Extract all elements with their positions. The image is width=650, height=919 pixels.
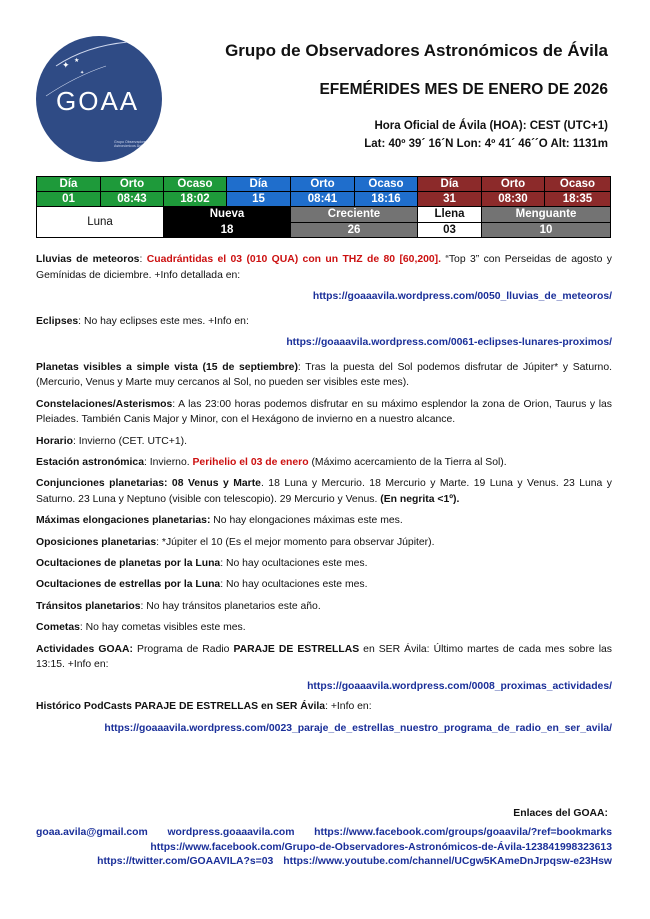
ephemeris-content [36, 252, 612, 745]
star-occultations-label: Ocultaciones de estrellas por la Luna [36, 579, 221, 591]
activities-link[interactable]: https://goaaavila.wordpress.com/0008_proximas_actividades/ [307, 680, 612, 692]
svg-text:✦: ✦ [80, 70, 85, 76]
podcasts-section [36, 699, 612, 715]
coordinates: Lat: 40º 39´ 16´N Lon: 4º 41´ 46´´O Alt: 1131m [364, 138, 608, 150]
phase-new-day: 18 [164, 222, 291, 238]
facebook-page-link[interactable]: https://www.facebook.com/Grupo-de-Observadores-Astronómicos-de-Ávila-123841998323613 [150, 841, 612, 853]
comets-section [36, 620, 612, 636]
header-sunrise-2: Orto [291, 177, 355, 192]
oppositions-section [36, 535, 612, 551]
svg-text:✦: ✦ [62, 60, 70, 70]
official-time: Hora Oficial de Ávila (HOA): CEST (UTC+1) [374, 120, 608, 132]
meteor-text: “Top 3” con Perseidas de agosto y Gemínidas de diciembre. +Info detallada en: [36, 254, 612, 281]
table-row [37, 192, 611, 207]
wordpress-link[interactable]: wordpress.goaaavila.com [167, 827, 295, 838]
planets-text: : Tras la puesta del Sol podemos disfrutar de Júpiter* y Saturno. (Mercurio, Venus y Marte muy cercanos al Sol, no pueden ser visibles este mes). [36, 361, 612, 389]
season-text-2: (Máximo acercamiento de la Tierra al Sol). [308, 456, 507, 468]
meteor-link[interactable]: https://goaaavila.wordpress.com/0050_lluvias_de_meteoros/ [312, 290, 612, 302]
phase-last-quarter: Menguante [482, 207, 611, 223]
planet-occultations-text: : No hay ocultaciones este mes. [220, 558, 368, 570]
sunset-2: 18:16 [355, 192, 418, 207]
activities-text: Programa de Radio [133, 643, 234, 655]
conjunctions-text: . 18 Luna y Mercurio. 18 Mercurio y Marte. 19 Luna y Venus. 23 Luna y Saturno. 23 Luna y Neptuno (visible con telescopio). 29 Mercurio y Venus. [36, 478, 612, 505]
elongations-text: No hay elongaciones máximas este mes. [210, 515, 403, 527]
transits-section [36, 599, 612, 615]
schedule-section [36, 434, 612, 450]
podcasts-text: : +Info en: [325, 701, 372, 713]
schedule-label: Horario [36, 435, 73, 447]
conjunctions-label: Conjunciones planetarias: 08 Venus y Marte [36, 478, 261, 490]
moon-label: Luna [37, 207, 164, 238]
conjunctions-section [36, 476, 612, 507]
phase-first-quarter: Creciente [291, 207, 418, 223]
header-sunrise-3: Orto [482, 177, 545, 192]
table-row [37, 177, 611, 192]
header-sunset-3: Ocaso [545, 177, 611, 192]
day-3: 31 [418, 192, 482, 207]
svg-text:★: ★ [74, 58, 80, 64]
goaa-logo [36, 36, 162, 162]
logo-text: GOAA [56, 86, 140, 116]
constellations-text: : A las 23:00 horas podemos disfrutar en su máximo esplendor la zona de Orion, Taurus y las Pleiades. También Canis Major y Minor, con el Hexágono de invierno en a nuestro alcance. [36, 398, 612, 426]
moon-phases-row [37, 207, 611, 223]
elongations-section [36, 513, 612, 529]
conjunctions-note: (En negrita <1º). [380, 493, 460, 505]
phase-full: Llena [418, 207, 482, 223]
season-text: : Invierno. [143, 456, 193, 468]
eclipse-section [36, 314, 612, 330]
sunrise-2: 08:41 [291, 192, 355, 207]
activities-label: Actividades GOAA: [36, 643, 133, 655]
header-sunset-2: Ocaso [355, 177, 418, 192]
oppositions-text: : *Júpiter el 10 (Es el mejor momento para observar Júpiter). [156, 536, 435, 548]
comets-label: Cometas [36, 622, 80, 634]
phase-full-day: 03 [418, 222, 482, 238]
podcasts-link[interactable]: https://goaaavila.wordpress.com/0023_paraje_de_estrellas_nuestro_programa_de_radio_en_ser_avila/ [104, 722, 612, 734]
planet-occultations-label: Ocultaciones de planetas por la Luna [36, 558, 221, 570]
footer-links [36, 826, 612, 870]
comets-text: : No hay cometas visibles este mes. [79, 622, 246, 634]
season-section [36, 455, 612, 471]
radio-program-name: PARAJE DE ESTRELLAS [233, 643, 360, 655]
meteor-highlight: Cuadrántidas el 03 (010 QUA) con un THZ de 80 [60,200]. [146, 254, 442, 265]
oppositions-label: Oposiciones planetarias [36, 536, 157, 548]
planets-section [36, 360, 612, 391]
day-2: 15 [227, 192, 291, 207]
header-sunrise-1: Orto [101, 177, 164, 192]
page-title: EFEMÉRIDES MES DE ENERO DE 2026 [319, 81, 608, 98]
organization-name: Grupo de Observadores Astronómicos de Ávila [225, 41, 608, 60]
youtube-link[interactable]: https://www.youtube.com/channel/UCgw5KAmeDnJrpqsw-e23Hsw [283, 856, 612, 867]
perihelion-highlight: Perihelio el 03 de enero [192, 456, 309, 468]
transits-text: : No hay tránsitos planetarios este año. [140, 600, 321, 612]
podcasts-label: Histórico PodCasts PARAJE DE ESTRELLAS en SER Ávila [36, 701, 326, 713]
meteor-section: Lluvias de meteoros: Cuadrántidas el 03 (010 QUA) con un THZ de 80 [60,200]. “Top 3” con Perseidas de agosto y Gemínidas de diciembre. +Info detallada en: [36, 254, 612, 281]
constellations-label: Constelaciones/Asterismos [36, 398, 173, 410]
eclipse-label: Eclipses [36, 315, 79, 327]
planets-label: Planetas visibles a simple vista (15 de septiembre) [36, 361, 298, 373]
header-day-2: Día [227, 177, 291, 192]
eclipse-link[interactable]: https://goaaavila.wordpress.com/0061-eclipses-lunares-proximos/ [286, 336, 612, 348]
footer-line-1 [36, 826, 612, 841]
sunrise-3: 08:30 [482, 192, 545, 207]
email-link[interactable]: goaa.avila@gmail.com [36, 827, 148, 838]
transits-label: Tránsitos planetarios [36, 600, 141, 612]
activities-text-2: en SER Ávila: Último martes de cada mes sobre las 13:15. +Info en: [36, 643, 612, 671]
footer-title: Enlaces del GOAA: [513, 808, 608, 819]
phase-last-quarter-day: 10 [482, 222, 611, 238]
header-day-3: Día [418, 177, 482, 192]
phase-new: Nueva [164, 207, 291, 223]
ephemeris-table [36, 176, 611, 238]
header-day-1: Día [37, 177, 101, 192]
logo-subtitle: Grupo Observadores Astronómicos Ávila [114, 140, 148, 148]
eclipse-text: : No hay eclipses este mes. +Info en: [78, 315, 249, 327]
planet-occultations-section [36, 556, 612, 572]
schedule-text: : Invierno (CET. UTC+1). [72, 435, 187, 447]
sunset-3: 18:35 [545, 192, 611, 207]
day-1: 01 [37, 192, 101, 207]
twitter-link[interactable]: https://twitter.com/GOAAVILA?s=03 [97, 856, 274, 867]
header-sunset-1: Ocaso [164, 177, 227, 192]
sunrise-1: 08:43 [101, 192, 164, 207]
activities-section [36, 642, 612, 673]
meteor-label: Lluvias de meteoros [36, 254, 140, 265]
star-occultations-text: : No hay ocultaciones este mes. [220, 579, 368, 591]
footer-line-3 [36, 855, 612, 870]
constellations-section [36, 397, 612, 428]
season-label: Estación astronómica [36, 456, 144, 468]
sunset-1: 18:02 [164, 192, 227, 207]
phase-first-quarter-day: 26 [291, 222, 418, 238]
elongations-label: Máximas elongaciones planetarias: [36, 515, 211, 527]
facebook-group-link[interactable]: https://www.facebook.com/groups/goaavila/?ref=bookmarks [314, 827, 612, 838]
star-occultations-section [36, 577, 612, 593]
